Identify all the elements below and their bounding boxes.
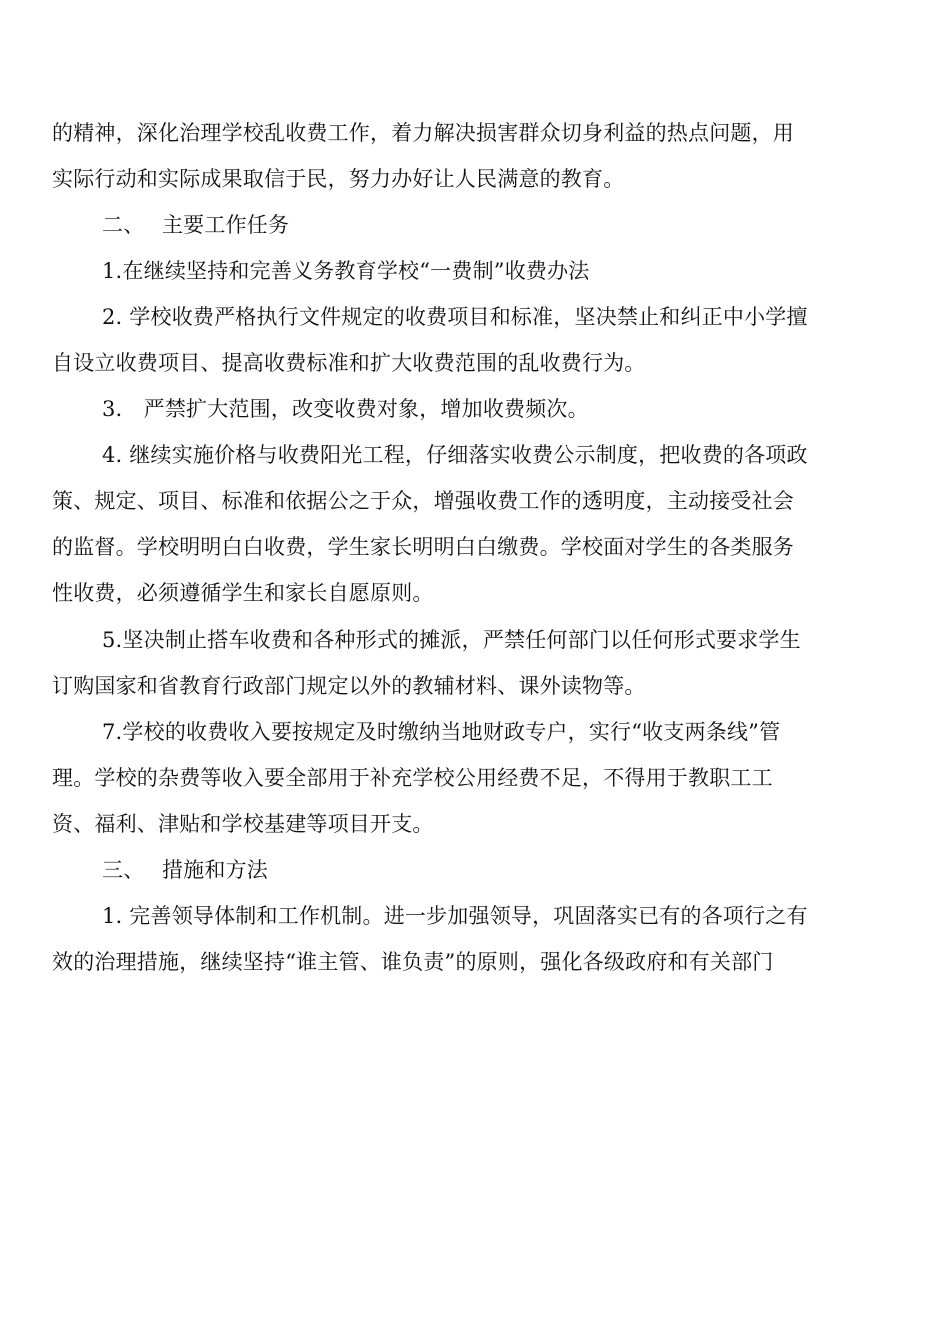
text-line-18: 1. 完善领导体制和工作机制。进一步加强领导，巩固落实已有的各项行之有 (102, 904, 808, 928)
text-line-5: 2. 学校收费严格执行文件规定的收费项目和标准，坚决禁止和纠正中小学擅 (102, 305, 808, 329)
text-line-19: 效的治理措施，继续坚持“谁主管、谁负责”的原则，强化各级政府和有关部门 (52, 950, 774, 974)
text-line-2: 实际行动和实际成果取信于民，努力办好让人民满意的教育。 (52, 167, 625, 191)
text-line-8: 4. 继续实施价格与收费阳光工程，仔细落实收费公示制度，把收费的各项政 (102, 443, 808, 467)
text-line-16: 资、福利、津贴和学校基建等项目开支。 (52, 812, 434, 836)
text-line-9: 策、规定、项目、标准和依据公之于众，增强收费工作的透明度，主动接受社会 (52, 489, 794, 513)
section-heading-3: 三、 措施和方法 (102, 858, 268, 882)
text-line-15: 理。学校的杂费等收入要全部用于补充学校公用经费不足，不得用于教职工工 (52, 766, 773, 790)
section-heading-2: 二、 主要工作任务 (102, 213, 290, 237)
text-line-4: 1.在继续坚持和完善义务教育学校“一费制”收费办法 (102, 259, 590, 283)
text-line-11: 性收费，必须遵循学生和家长自愿原则。 (52, 581, 434, 605)
text-line-6: 自设立收费项目、提高收费标准和扩大收费范围的乱收费行为。 (52, 351, 646, 375)
text-line-10: 的监督。学校明明白白收费，学生家长明明白白缴费。学校面对学生的各类服务 (52, 535, 794, 559)
text-line-13: 订购国家和省教育行政部门规定以外的教辅材料、课外读物等。 (52, 674, 646, 698)
text-line-7: 3. 严禁扩大范围，改变收费对象，增加收费频次。 (102, 397, 589, 421)
text-line-1: 的精神，深化治理学校乱收费工作，着力解决损害群众切身利益的热点问题，用 (52, 121, 794, 145)
text-line-12: 5.坚决制止搭车收费和各种形式的摊派，严禁任何部门以任何形式要求学生 (102, 628, 801, 652)
text-line-14: 7.学校的收费收入要按规定及时缴纳当地财政专户，实行“收支两条线”管 (102, 720, 781, 744)
